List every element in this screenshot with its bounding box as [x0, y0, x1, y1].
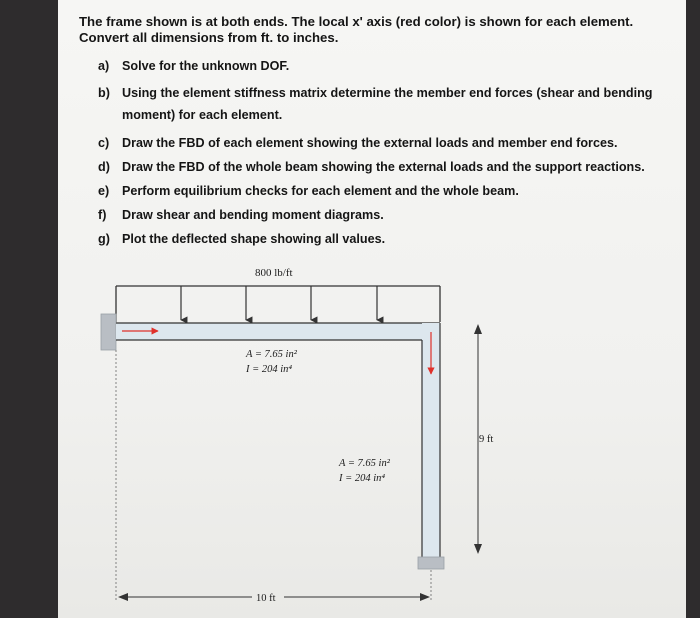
task-text: Perform equilibrium checks for each element and the whole beam.: [122, 184, 519, 198]
column-area-label: A = 7.65 in²: [339, 458, 390, 469]
beam-member: [116, 323, 440, 340]
height-dimension-label: 9 ft: [479, 434, 494, 445]
task-label: d): [98, 160, 110, 174]
column-inertia-label: I = 204 in⁴: [339, 473, 386, 484]
task-label: b): [98, 86, 110, 100]
problem-intro: The frame shown is at both ends. The local x' axis (red color) is shown for each element. Convert all dimensions from ft. to inches.: [79, 14, 634, 45]
task-text: Using the element stiffness matrix determine the member end forces (shear and bending moment) for each element.: [122, 86, 653, 122]
width-dimension-label: 10 ft: [256, 593, 276, 604]
task-label: e): [98, 184, 110, 198]
task-label: c): [98, 136, 110, 150]
load-label: 800 lb/ft: [255, 267, 293, 279]
left-fixed-support: [101, 314, 116, 350]
task-label: f): [98, 208, 107, 222]
task-text: Draw the FBD of the whole beam showing the external loads and the support reactions.: [122, 160, 645, 174]
beam-area-label: A = 7.65 in²: [246, 349, 297, 360]
task-text: Solve for the unknown DOF.: [122, 59, 290, 73]
beam-inertia-label: I = 204 in⁴: [246, 364, 293, 375]
distributed-load: [116, 286, 440, 322]
task-text: Draw the FBD of each element showing the external loads and member end forces.: [122, 136, 618, 150]
bottom-fixed-support: [418, 557, 444, 569]
task-label: g): [98, 232, 110, 246]
task-text: Plot the deflected shape showing all values.: [122, 232, 386, 246]
task-label: a): [98, 59, 110, 73]
task-text: Draw shear and bending moment diagrams.: [122, 208, 384, 222]
